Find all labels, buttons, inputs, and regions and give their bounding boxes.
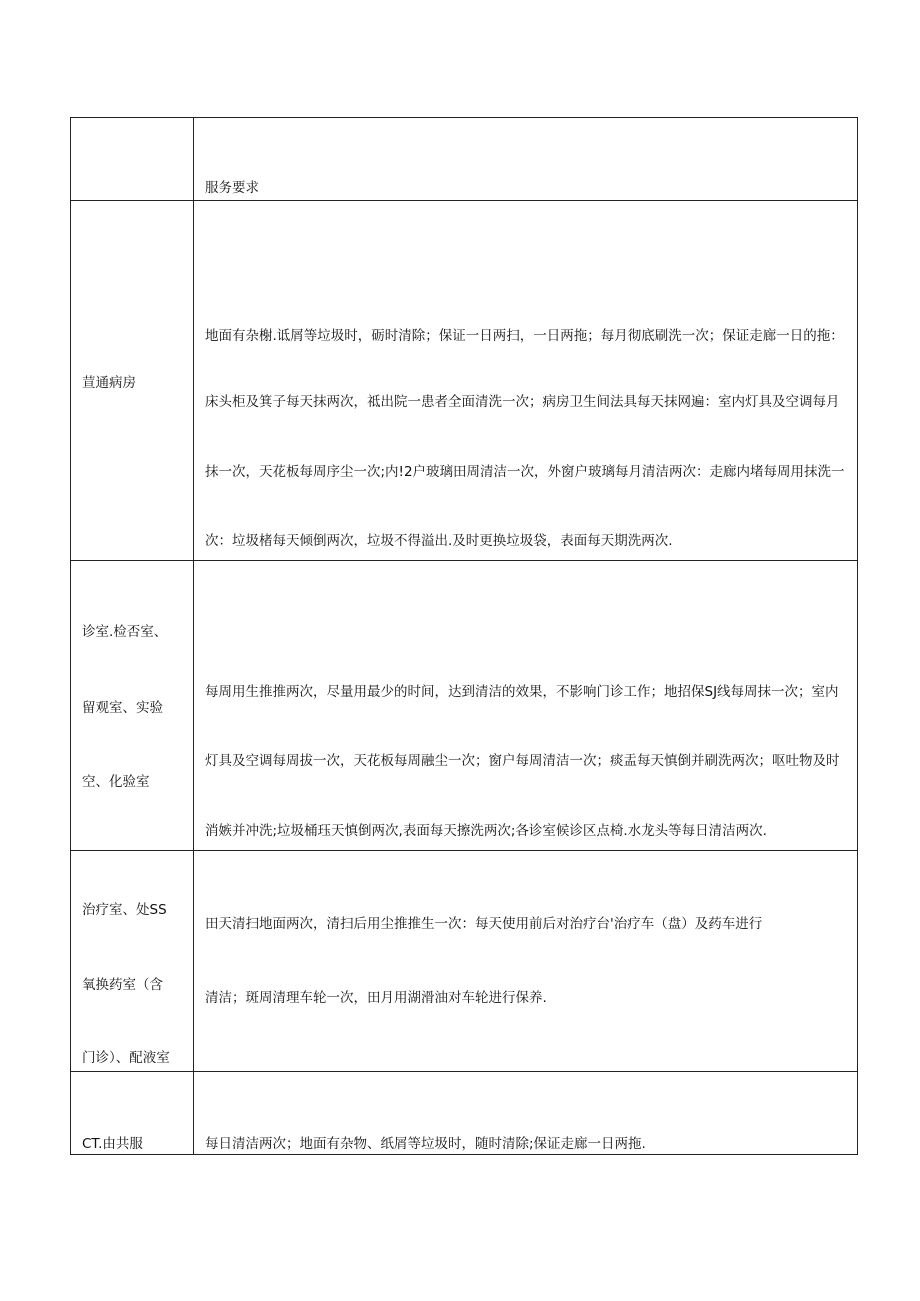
requirement-cell	[194, 561, 858, 851]
area-line: 空、化验室	[82, 774, 150, 790]
requirement-line: 地面有杂榭.诋屑等垃圾时，砺时清除；保证一日两扫，一日两拖；每月彻底刷洗一次；保证走廊一日的拖：	[205, 328, 844, 344]
requirement-line: 抹一次，天花板每周序尘一次;内!2户玻璃田周清洁一次，外窗户玻璃每月清洁两次：走廊内堵每周用抹洗一	[205, 464, 845, 480]
requirement-line: 田天清扫地面两次，清扫后用尘推推生一次：每天使用前后对治疗台'治疗车（盘）及药车进行	[205, 916, 763, 932]
requirement-line: 次：垃圾楮每天倾倒两次，垃圾不得溢出.及时更换垃圾袋，表面每天期洗两次.	[205, 533, 673, 549]
area-cell	[71, 201, 194, 561]
table-header-row	[71, 118, 858, 201]
area-cell	[71, 561, 194, 851]
service-requirements-table	[70, 117, 858, 1155]
requirement-cell	[194, 851, 858, 1072]
requirement-cell	[194, 1072, 858, 1155]
requirement-line: 每周用生推推两次，尽量用最少的时间，达到清洁的效果，不影响门诊工作；地招保SJ线每周抹一次；室内	[205, 684, 839, 700]
requirement-line: 灯具及空调每周拔一次，天花板每周融尘一次；窗户每周清洁一次；痰盂每天慎倒并刷洗两次；呕吐物及时	[205, 753, 840, 769]
area-cell	[71, 851, 194, 1072]
header-requirement-label: 服务要求	[205, 180, 259, 196]
header-requirement-cell	[194, 118, 858, 201]
requirement-line: 床头柜及箕子每天抹两次，祗出院一患者全面清洗一次；病房卫生间法具每天抹网遍：室内灯具及空调每月	[205, 394, 840, 410]
table-row	[71, 1072, 858, 1155]
area-line: 氧换药室（含	[82, 977, 163, 993]
table-row	[71, 561, 858, 851]
table-row	[71, 201, 858, 561]
area-line: 留观室、实验	[82, 700, 163, 716]
area-line: 门诊）、配液室	[82, 1050, 170, 1066]
requirement-line: 每日清洁两次；地面有杂物、纸屑等垃圾时，随时清除;保证走廊一日两拖.	[205, 1136, 646, 1152]
requirement-line: 消嫉并冲洗;垃圾桶珏天慎倒两次,表面每天擦洗两次;各诊室候诊区点椅.水龙头等每日清洁两次.	[205, 823, 767, 839]
area-line: 诊室.检否室、	[82, 624, 168, 640]
area-cell	[71, 1072, 194, 1155]
area-line: 荁通病房	[82, 375, 136, 391]
area-line: CT.由共服	[82, 1136, 143, 1152]
requirement-line: 清洁；斑周清理车轮一次，田月用湖滑油对车轮进行保养.	[205, 990, 547, 1006]
table-row	[71, 851, 858, 1072]
header-area-cell	[71, 118, 194, 201]
requirement-cell	[194, 201, 858, 561]
area-line: 治疗室、处SS	[82, 902, 167, 918]
